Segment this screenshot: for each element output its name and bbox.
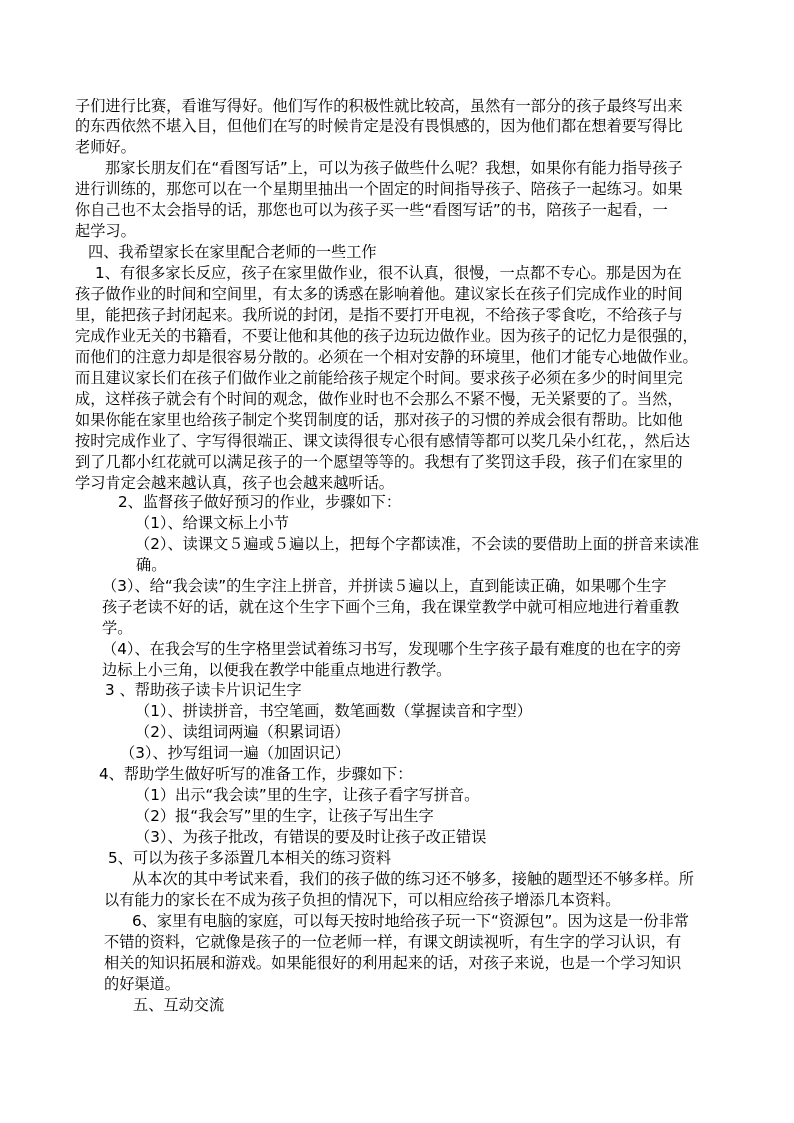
text-line: 孩子老读不好的话，就在这个生字下画个三角，我在课堂教学中就可相应地进行着重教: [102, 598, 680, 616]
text-line: 老师好。: [75, 138, 136, 156]
text-line: 边标上小三角，以便我在教学中能重点地进行教学。: [102, 661, 452, 679]
list-item: （1）出示“我会读”里的生字，让孩子看字写拼音。: [135, 786, 480, 804]
text-line: 而他们的注意力却是很容易分散的。必须在一个相对安静的环境里，他们才能专心地做作业。: [75, 348, 698, 366]
list-item: （3）、给“我会读”的生字注上拼音，并拼读５遍以上，直到能读正确，如果哪个生字: [102, 577, 667, 595]
text-line: 确。: [136, 556, 167, 574]
text-line: 从本次的其中考试来看，我们的孩子做的练习还不够多，接触的题型还不够多样。所: [132, 870, 694, 888]
text-line: 起学习。: [75, 222, 136, 240]
text-line: 进行训练的，那您可以在一个星期里抽出一个固定的时间指导孩子、陪孩子一起练习。如果: [75, 180, 683, 198]
list-item: （3）、抄写组词一遍（加固识记）: [120, 744, 350, 762]
list-item: （2）、读组词两遍（积累词语）: [135, 723, 350, 741]
text-line: 里，能把孩子封闭起来。我所说的封闭，是指不要打开电视，不给孩子零食吃，不给孩子与: [75, 306, 683, 324]
text-line: 成，这样孩子就会有个时间的观念，做作业时也不会那么不紧不慢，无关紧要的了。当然，: [75, 390, 683, 408]
list-item: （1）、拼读拼音，书空笔画，数笔画数（掌握读音和字型）: [135, 702, 532, 720]
text-line: 的好渠道。: [104, 975, 180, 993]
list-item: （1）、给课文标上小节: [135, 514, 289, 532]
section-heading: 五、互动交流: [133, 996, 225, 1014]
text-line: 你自己也不太会指导的话，那您也可以为孩子买一些“看图写话”的书，陪孩子一起看，一: [75, 201, 668, 219]
text-line: 子们进行比赛，看谁写得好。他们写作的积极性就比较高，虽然有一部分的孩子最终写出来: [75, 97, 683, 115]
list-heading: 3 、帮助孩子读卡片识记生字: [105, 681, 302, 699]
text-line: 那家长朋友们在“看图写话”上，可以为孩子做些什么呢？我想，如果你有能力指导孩子: [105, 159, 683, 177]
list-item: （2）报“我会写”里的生字，让孩子写出生字: [135, 807, 434, 825]
text-line: 而且建议家长们在孩子们做作业之前能给孩子规定个时间。要求孩子必须在多少的时间里完: [75, 369, 683, 387]
list-heading: 4、帮助学生做好听写的准备工作，步骤如下：: [99, 765, 413, 783]
text-line: 孩子做作业的时间和空间里，有太多的诱惑在影响着他。建议家长在孩子们完成作业的时间: [75, 285, 683, 303]
text-line: 学习肯定会越来越认真，孩子也会越来越听话。: [75, 474, 394, 492]
text-line: 学。: [102, 619, 133, 637]
text-line: 以有能力的家长在不成为孩子负担的情况下，可以相应给孩子增添几本资料。: [104, 891, 621, 909]
text-line: 按时完成作业了、字写得很端正、课文读得很专心很有感情等都可以奖几朵小红花，，然后达: [75, 432, 691, 450]
text-line: 完成作业无关的书籍看，不要让他和其他的孩子边玩边做作业。因为孩子的记忆力是很强的，: [75, 327, 698, 345]
text-line: 到了几都小红花就可以满足孩子的一个愿望等等的。我想有了奖罚这手段，孩子们在家里的: [75, 453, 683, 471]
list-heading: 6、家里有电脑的家庭，可以每天按时地给孩子玩一下“资源包”。因为这是一份非常: [132, 912, 689, 930]
text-line: 的东西依然不堪入目，但他们在写的时候肯定是没有畏惧感的，因为他们都在想着要写得比: [75, 117, 683, 135]
text-line: 不错的资料，它就像是孩子的一位老师一样，有课文朗读视听，有生字的学习认识，有: [104, 933, 682, 951]
text-line: 相关的知识拓展和游戏。如果能很好的利用起来的话，对孩子来说，也是一个学习知识: [104, 954, 682, 972]
list-item: （4）、在我会写的生字格里尝试着练习书写，发现哪个生字孩子最有难度的也在字的旁: [102, 640, 682, 658]
section-heading: 四、我希望家长在家里配合老师的一些工作: [88, 243, 377, 261]
list-item: （2）、读课文５遍或５遍以上，把每个字都读准，不会读的要借助上面的拼音来读准: [135, 535, 700, 553]
text-line: 1、有很多家长反应，孩子在家里做作业，很不认真，很慢，一点都不专心。那是因为在: [95, 264, 682, 282]
list-heading: 5、可以为孩子多添置几本相关的练习资料: [108, 849, 392, 867]
text-line: 如果你能在家里也给孩子制定个奖罚制度的话，那对孩子的习惯的养成会很有帮助。比如他: [75, 411, 683, 429]
list-item: （3）、为孩子批改，有错误的要及时让孩子改正错误: [135, 828, 487, 846]
list-heading: 2、监督孩子做好预习的作业，步骤如下：: [118, 493, 402, 511]
